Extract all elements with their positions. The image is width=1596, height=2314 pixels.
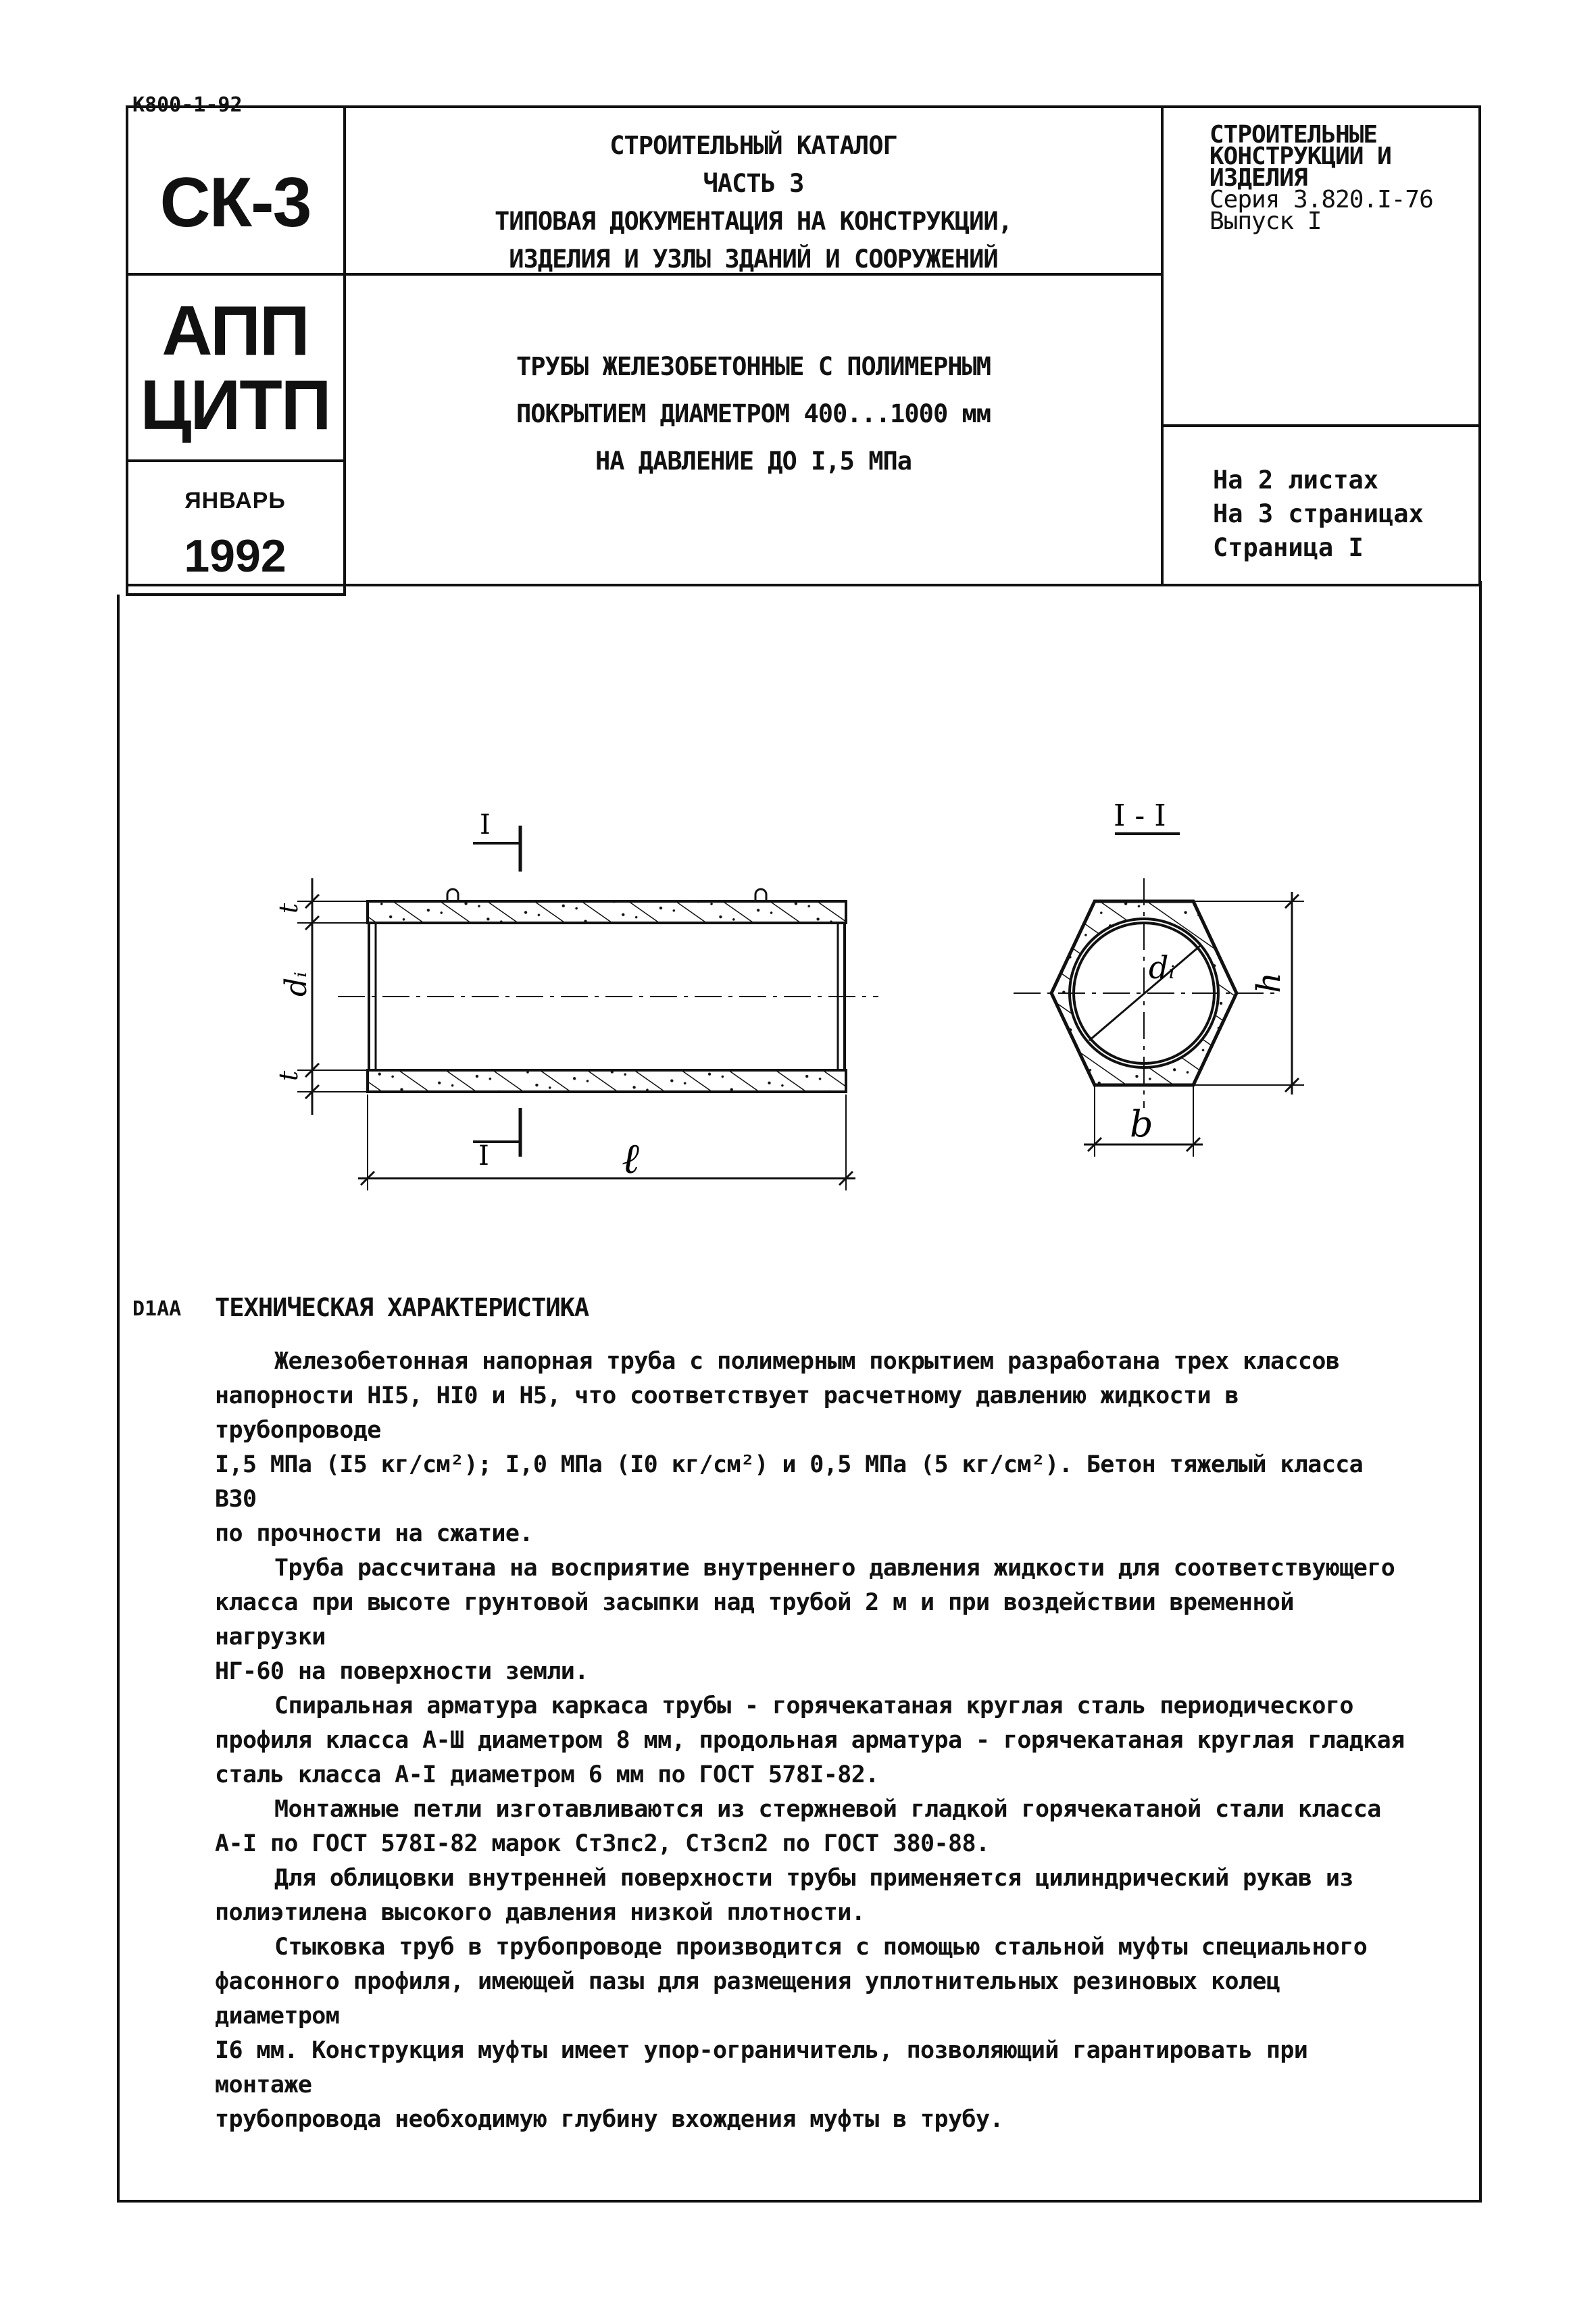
p1-line-3: I,5 МПа (I5 кг/см²); I,0 МПа (I0 кг/см²) и 0,5 МПа (5 кг/см²). Бетон тяжелый класса В30: [215, 1451, 1364, 1513]
catalog-line-4: ИЗДЕЛИЯ И УЗЛЫ ЗДАНИЙ И СООРУЖЕНИЙ: [509, 245, 998, 274]
body-text: [215, 1344, 1418, 2137]
section-mark-bottom: I: [478, 1140, 489, 1172]
stamp-citp: ЦИТП: [140, 366, 330, 445]
sheets-line-2: На 3 страницах: [1213, 499, 1424, 528]
paragraph-5: [215, 1861, 1418, 1930]
paragraph-2: [215, 1551, 1418, 1689]
p6-line-4: трубопровода необходимую глубину вхождения муфты в трубу.: [215, 2106, 1003, 2133]
dim-t-bottom: t: [274, 1070, 303, 1081]
lifting-loop-right: [755, 889, 766, 901]
stamp-app: АПП: [161, 292, 309, 370]
p5-line-2: полиэтилена высокого давления низкой плотности.: [215, 1899, 866, 1926]
p6-line-2: фасонного профиля, имеющей пазы для размещения уплотнительных резиновых колец диаметром: [215, 1968, 1280, 2030]
pipe-wall-top: [368, 901, 846, 923]
series-line-2: КОНСТРУКЦИИ И: [1210, 143, 1391, 170]
p4-line-1: Монтажные петли изготавливаются из стержневой гладкой горячекатаной стали класса: [274, 1796, 1381, 1823]
section-heading: ТЕХНИЧЕСКАЯ ХАРАКТЕРИСТИКА: [215, 1293, 589, 1322]
document-code: К800-1-92: [132, 93, 243, 117]
p2-line-1: Труба рассчитана на восприятие внутреннего давления жидкости для соответствующего: [274, 1555, 1395, 1582]
dim-h: h: [1250, 972, 1288, 993]
section-mark-top: I: [480, 809, 491, 840]
sheets-line-3: Страница I: [1213, 533, 1364, 562]
stamp-year: 1992: [184, 530, 286, 582]
catalog-line-3: ТИПОВАЯ ДОКУМЕНТАЦИЯ НА КОНСТРУКЦИИ,: [495, 207, 1012, 236]
p5-line-1: Для облицовки внутренней поверхности трубы применяется цилиндрический рукав из: [274, 1865, 1353, 1892]
p3-line-3: сталь класса A-I диаметром 6 мм по ГОСТ 578I-82.: [215, 1761, 879, 1788]
title-line-3: НА ДАВЛЕНИЕ ДО I,5 МПа: [595, 447, 912, 476]
dim-b: b: [1130, 1103, 1153, 1145]
pipe-wall-bottom: [368, 1070, 846, 1092]
p1-line-1: Железобетонная напорная труба с полимерным покрытием разработана трех классов: [274, 1348, 1340, 1375]
series-line-5: Выпуск I: [1210, 207, 1322, 235]
series-line-1: СТРОИТЕЛЬНЫЕ: [1210, 121, 1378, 149]
longitudinal-view: [274, 809, 878, 1190]
title-line-2: ПОКРЫТИЕМ ДИАМЕТРОМ 400...1000 мм: [516, 399, 991, 428]
paragraph-1: [215, 1344, 1418, 1551]
p3-line-2: профиля класса А-Ш диаметром 8 мм, продольная арматура - горячекатаная круглая гладкая: [215, 1727, 1405, 1754]
dim-t-top: t: [274, 903, 303, 913]
dim-di-section: dᵢ: [1149, 949, 1175, 986]
section-title: I - I: [1114, 799, 1166, 833]
title-line-1: ТРУБЫ ЖЕЛЕЗОБЕТОННЫЕ С ПОЛИМЕРНЫМ: [516, 352, 991, 381]
paragraph-3: [215, 1689, 1418, 1792]
paragraph-6: [215, 1930, 1418, 2137]
sheets-line-1: На 2 листах: [1213, 466, 1379, 495]
catalog-line-2: ЧАСТЬ 3: [703, 169, 804, 198]
p6-line-1: Стыковка труб в трубопроводе производится с помощью стальной муфты специального: [274, 1934, 1368, 1961]
cross-section-view: [1014, 799, 1304, 1157]
p1-line-2: напорности HI5, HI0 и H5, что соответствует расчетному давлению жидкости в трубопроводе: [215, 1382, 1239, 1444]
paragraph-4: [215, 1792, 1418, 1861]
p6-line-3: I6 мм. Конструкция муфты имеет упор-ограничитель, позволяющий гарантировать при монтаже: [215, 2037, 1308, 2098]
p4-line-2: A-I по ГОСТ 578I-82 марок Ст3пс2, Ст3сп2 по ГОСТ 380-88.: [215, 1830, 990, 1857]
lifting-loop-left: [447, 889, 458, 901]
p3-line-1: Спиральная арматура каркаса трубы - горячекатаная круглая сталь периодического: [274, 1692, 1353, 1719]
stamp-month: ЯНВАРЬ: [184, 488, 286, 513]
p2-line-2: класса при высоте грунтовой засыпки над трубой 2 м и при воздействии временной нагрузки: [215, 1589, 1294, 1651]
dim-di-long: dᵢ: [279, 971, 314, 997]
series-line-4: Серия 3.820.I-76: [1210, 186, 1433, 213]
catalog-line-1: СТРОИТЕЛЬНЫЙ КАТАЛОГ: [609, 131, 897, 160]
section-code: D1AA: [132, 1297, 182, 1321]
series-line-3: ИЗДЕЛИЯ: [1210, 164, 1307, 192]
dim-l: ℓ: [622, 1134, 639, 1183]
p2-line-3: НГ-60 на поверхности земли.: [215, 1658, 589, 1685]
p1-line-4: по прочности на сжатие.: [215, 1520, 533, 1547]
stamp-sk3: СК-3: [159, 164, 311, 242]
